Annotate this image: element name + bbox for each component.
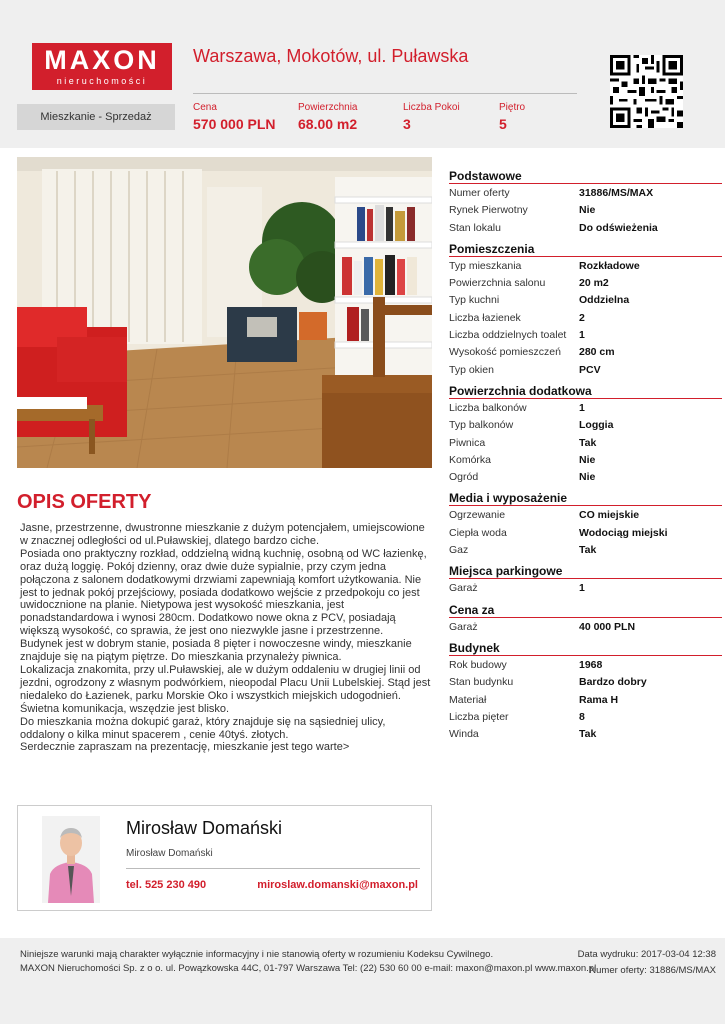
spec-key: Numer oferty <box>449 187 510 199</box>
section-cena-za <box>449 602 722 636</box>
spec-value: 1 <box>579 329 585 342</box>
agent-email-link[interactable]: miroslaw.domanski@maxon.pl <box>257 879 418 891</box>
spec-value: Tak <box>579 436 597 449</box>
spec-value: 1 <box>579 401 585 414</box>
section-podstawowe <box>449 168 722 237</box>
fact-rooms <box>403 102 460 132</box>
spec-key: Ogród <box>449 471 479 484</box>
spec-value: 280 cm <box>579 346 615 359</box>
spec-key: Materiał <box>449 693 487 706</box>
spec-key: Winda <box>449 728 479 741</box>
fact-floor <box>499 102 525 132</box>
footer-issue-date: Data wydruku: 2017-03-04 12:38 <box>577 949 716 960</box>
spec-key: Typ okien <box>449 363 494 376</box>
spec-value: Loggia <box>579 419 614 432</box>
spec-row <box>449 220 722 237</box>
spec-value: Oddzielna <box>579 294 630 307</box>
footer-band <box>0 938 725 1024</box>
description-title: OPIS OFERTY <box>17 491 152 513</box>
spec-value: Tak <box>579 728 597 741</box>
section-powierzchnia-dodatkowa <box>449 383 722 486</box>
spec-value: Wodociąg miejski <box>579 526 668 539</box>
footer-disclaimer: Niniejsze warunki mają charakter wyłącznie informacyjny i nie stanowią oferty w rozumieniu Kodeksu Cywilnego. <box>20 949 494 960</box>
section-title: Miejsca parkingowe <box>449 563 722 579</box>
section-parking <box>449 563 722 597</box>
spec-value: Tak <box>579 544 597 557</box>
fact-label: Liczba Pokoi <box>403 102 460 113</box>
spec-key: Ogrzewanie <box>449 509 506 522</box>
spec-row <box>449 674 722 691</box>
spec-value: Bardzo dobry <box>579 676 647 689</box>
spec-value: Nie <box>579 204 596 217</box>
address-divider <box>193 93 577 94</box>
agent-card <box>17 805 432 911</box>
section-title: Media i wyposażenie <box>449 490 722 506</box>
spec-key: Typ balkonów <box>449 419 514 432</box>
agent-photo <box>42 816 100 903</box>
spec-row <box>449 185 722 202</box>
offer-type-badge: Mieszkanie - Sprzedaż <box>17 104 175 130</box>
spec-value: 31886/MS/MAX <box>579 187 654 199</box>
spec-row <box>449 202 722 219</box>
description-text: Jasne, przestrzenne, dwustronne mieszkanie z dużym potencjałem, umiejscowione w znacznej odległości od ul.Puławskiej, dlatego bardzo ciche. Posiada ono praktyczny rozkład, oddzielną widną kuchnię, osobną od WC łazienkę, oraz dużą loggię. Pokój dzienny, oraz dwie duże sypialnie, przy czym jedna połączona z salonem dodatkowymi drzwiami zapewniają komfort użytkowania. Nie jest to jednak pokój przejściowy, posiada dodatkowo wejście z przedpokoju co jest uwidocznione na planie. Nietypowa jest wysokość mieszkania, jest ponadstandardowa i wynosi 280cm. Dodatkowo nowe okna z PCV, posiadają większą wysokość, co sprawia, że jest ono niezwykle jasne i przestrzenne. Budynek jest w dobrym stanie, posiada 8 pięter i nowoczesne windy, mieszkanie znajduje się na piątym piętrze. Do mieszkania przynależy piwnica. Lokalizacja znakomita, przy ul.Puławskiej, ale w dużym oddaleniu w drugiej linii od jezdni, ogrodzony z własnym podwórkiem, nieopodal Placu Unii Lubelskiej. Stąd jest niedaleko do Łazienek, parku Morskie Oko i wszystkich miejskich udogodnień. Świetna komunikacja, wszędzie jest blisko. Do mieszkania można dokupić garaż, który znajduje się na sąsiedniej ulicy, oddalony o kilka minut spacerem , cenie 40tyś. złotych. Serdecznie zapraszam na prezentację, mieszkanie jest tego warte> <box>20 522 431 754</box>
spec-value: 1 <box>579 582 585 595</box>
spec-value: 1968 <box>579 658 603 671</box>
section-media <box>449 490 722 559</box>
fact-value: 570 000 PLN <box>193 116 276 132</box>
footer-offer-number: Numer oferty: 31886/MS/MAX <box>589 965 716 976</box>
spec-row <box>449 417 722 434</box>
fact-label: Powierzchnia <box>298 102 358 113</box>
section-title: Powierzchnia dodatkowa <box>449 383 722 399</box>
spec-value: 2 <box>579 311 585 324</box>
spec-row <box>449 362 722 379</box>
spec-row <box>449 400 722 417</box>
section-title: Pomieszczenia <box>449 241 722 257</box>
spec-key: Garaż <box>449 582 478 595</box>
spec-key: Rynek Pierwotny <box>449 204 528 217</box>
spec-row <box>449 525 722 542</box>
logo-wordmark: MAXON <box>44 45 160 75</box>
spec-key: Powierzchnia salonu <box>449 277 546 290</box>
section-pomieszczenia <box>449 241 722 379</box>
spec-key: Garaż <box>449 620 478 633</box>
header-band <box>0 0 725 148</box>
maxon-logo[interactable] <box>32 43 172 90</box>
qr-code-icon[interactable] <box>610 55 683 128</box>
agent-name: Mirosław Domański <box>126 818 283 838</box>
spec-row <box>449 327 722 344</box>
spec-key: Typ mieszkania <box>449 259 522 272</box>
spec-row <box>449 452 722 469</box>
spec-row <box>449 292 722 309</box>
footer-company: MAXON Nieruchomości Sp. z o o. ul. Powązkowska 44C, 01-797 Warszawa Tel: (22) 530 60 00 e-mail: maxon@maxon.pl www.maxon.pl <box>20 963 597 974</box>
section-title: Budynek <box>449 640 722 656</box>
spec-key: Stan lokalu <box>449 221 501 234</box>
spec-value: Do odświeżenia <box>579 221 658 234</box>
fact-value: 3 <box>403 116 411 132</box>
specs-panel <box>449 168 722 743</box>
spec-row <box>449 275 722 292</box>
spec-value: Nie <box>579 453 596 466</box>
spec-row <box>449 709 722 726</box>
spec-key: Komórka <box>449 453 492 466</box>
agent-divider <box>126 868 420 869</box>
spec-row <box>449 619 722 636</box>
spec-row <box>449 507 722 524</box>
spec-row <box>449 692 722 709</box>
fact-value: 68.00 m2 <box>298 116 358 132</box>
spec-value: 8 <box>579 710 585 723</box>
spec-key: Piwnica <box>449 436 486 449</box>
spec-row <box>449 435 722 452</box>
section-budynek <box>449 640 722 743</box>
spec-value: Nie <box>579 471 596 484</box>
spec-row <box>449 542 722 559</box>
spec-key: Stan budynku <box>449 676 514 689</box>
spec-row <box>449 310 722 327</box>
fact-area <box>298 102 357 132</box>
spec-value: 40 000 PLN <box>579 620 636 633</box>
spec-row <box>449 580 722 597</box>
spec-value: CO miejskie <box>579 509 640 522</box>
spec-key: Rok budowy <box>449 658 507 671</box>
spec-value: PCV <box>579 363 601 376</box>
fact-price <box>193 102 276 132</box>
agent-subtitle: Mirosław Domański <box>126 848 213 859</box>
spec-key: Ciepła woda <box>449 526 507 539</box>
property-photo[interactable] <box>17 157 432 468</box>
agent-phone-link[interactable]: tel. 525 230 490 <box>126 879 207 891</box>
spec-row <box>449 344 722 361</box>
fact-label: Piętro <box>499 102 526 113</box>
fact-value: 5 <box>499 116 507 132</box>
spec-key: Wysokość pomieszczeń <box>449 346 561 359</box>
spec-key: Liczba oddzielnych toalet <box>449 329 567 342</box>
spec-key: Liczba łazienek <box>449 311 521 324</box>
property-address: Warszawa, Mokotów, ul. Puławska <box>193 46 469 66</box>
section-title: Podstawowe <box>449 168 722 184</box>
spec-row <box>449 258 722 275</box>
fact-label: Cena <box>193 102 217 113</box>
section-title: Cena za <box>449 602 722 618</box>
spec-row <box>449 726 722 743</box>
spec-row <box>449 657 722 674</box>
spec-value: Rama H <box>579 693 619 706</box>
spec-row <box>449 469 722 486</box>
spec-value: Rozkładowe <box>579 259 640 272</box>
spec-key: Gaz <box>449 544 469 557</box>
spec-key: Liczba balkonów <box>449 401 527 414</box>
spec-key: Typ kuchni <box>449 294 500 307</box>
spec-value: 20 m2 <box>579 277 609 290</box>
logo-tagline: nieruchomości <box>56 76 148 86</box>
spec-key: Liczba pięter <box>449 710 509 723</box>
